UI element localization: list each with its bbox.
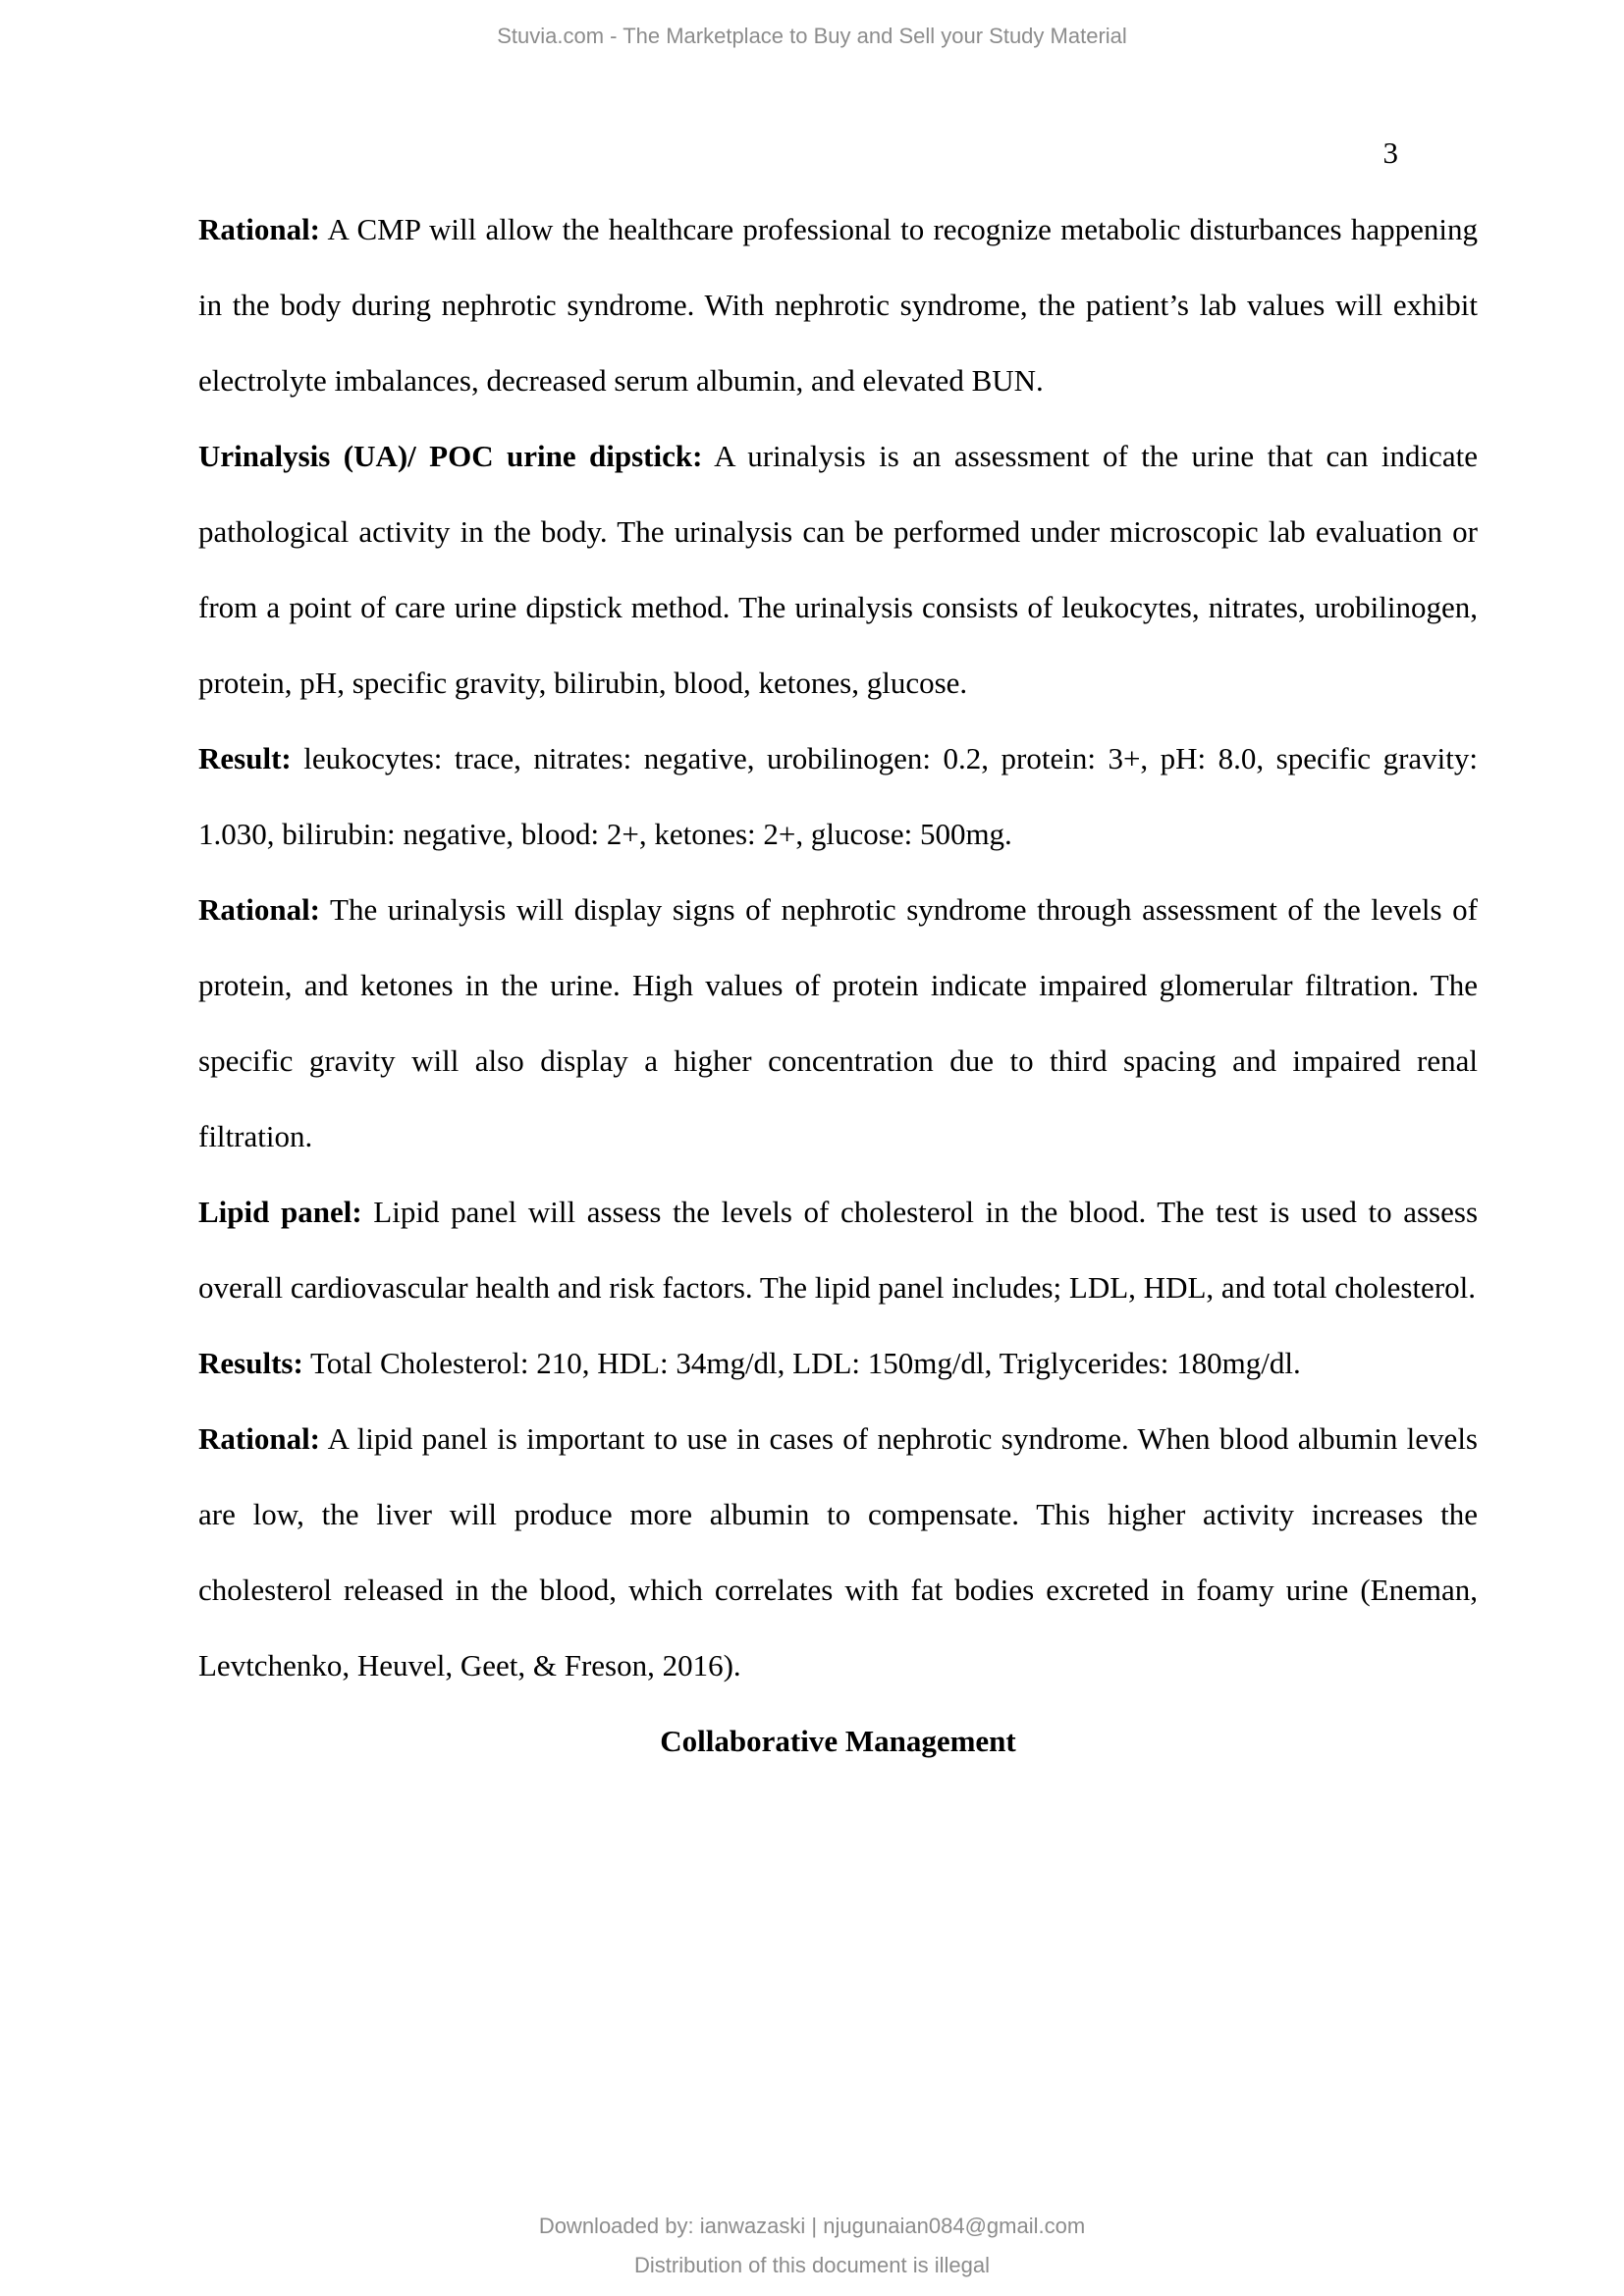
page-number: 3 — [1382, 135, 1398, 170]
paragraph-text: leukocytes: trace, nitrates: negative, urobilinogen: 0.2, protein: 3+, pH: 8.0, specific gravity: 1.030, bilirubin: negative, blood: 2+, ketones: 2+, glucose: 500mg. — [198, 741, 1478, 851]
paragraph-label: Results: — [198, 1346, 303, 1380]
paragraph-text: Lipid panel will assess the levels of cholesterol in the blood. The test is used to assess overall cardiovascular health and risk factors. The lipid panel includes; LDL, HDL, and total cholesterol. — [198, 1195, 1479, 1305]
footer-downloaded-by: Downloaded by: ianwazaski | njugunaian084@gmail.com — [538, 2214, 1086, 2238]
paragraph-text: A CMP will allow the healthcare professional to recognize metabolic disturbances happening in the body during nephrotic syndrome. With nephrotic syndrome, the patient’s lab values will exhibit electrolyte imbalances, decreased serum albumin, and elevated BUN. — [198, 212, 1478, 398]
site-banner: Stuvia.com - The Marketplace to Buy and Sell your Study Material — [497, 24, 1127, 48]
paragraph-text: The urinalysis will display signs of nephrotic syndrome through assessment of the levels of protein, and ketones in the urine. High values of protein indicate impaired glomerular filtration. The specific gravity will also display a higher concentration due to third spacing and impaired renal filtration. — [198, 892, 1478, 1153]
paragraph-urinalysis — [198, 418, 1478, 721]
paragraph-urinalysis-rationale — [198, 872, 1478, 1174]
paragraph-lipid-panel — [198, 1174, 1478, 1325]
paragraph-lipid-results — [198, 1325, 1478, 1401]
footer-distribution-notice: Distribution of this document is illegal — [634, 2253, 990, 2277]
paragraph-label: Rational: — [198, 892, 320, 927]
paragraph-urinalysis-result — [198, 721, 1478, 872]
paragraph-lipid-rationale — [198, 1401, 1478, 1703]
paragraph-label: Rational: — [198, 1421, 320, 1456]
paragraph-text: Total Cholesterol: 210, HDL: 34mg/dl, LDL: 150mg/dl, Triglycerides: 180mg/dl. — [302, 1346, 1301, 1380]
section-heading: Collaborative Management — [660, 1724, 1016, 1758]
paragraph-cmp-rationale — [198, 191, 1478, 418]
paragraph-label: Result: — [198, 741, 292, 775]
paragraph-label: Lipid panel: — [198, 1195, 362, 1229]
paragraph-label: Urinalysis (UA)/ POC urine dipstick: — [198, 439, 703, 473]
paragraph-text: A urinalysis is an assessment of the urine that can indicate pathological activity in the body. The urinalysis can be performed under microscopic lab evaluation or from a point of care urine dipstick method. The urinalysis consists of leukocytes, nitrates, urobilinogen, protein, pH, specific gravity, bilirubin, blood, ketones, glucose. — [198, 439, 1478, 700]
paragraph-label: Rational: — [198, 212, 320, 246]
document-body — [198, 191, 1478, 1779]
paragraph-text: A lipid panel is important to use in cases of nephrotic syndrome. When blood albumin levels are low, the liver will produce more albumin to compensate. This higher activity increases the cholesterol released in the blood, which correlates with fat bodies excreted in foamy urine (Eneman, Levtchenko, Heuvel, Geet, & Freson, 2016). — [198, 1421, 1478, 1682]
